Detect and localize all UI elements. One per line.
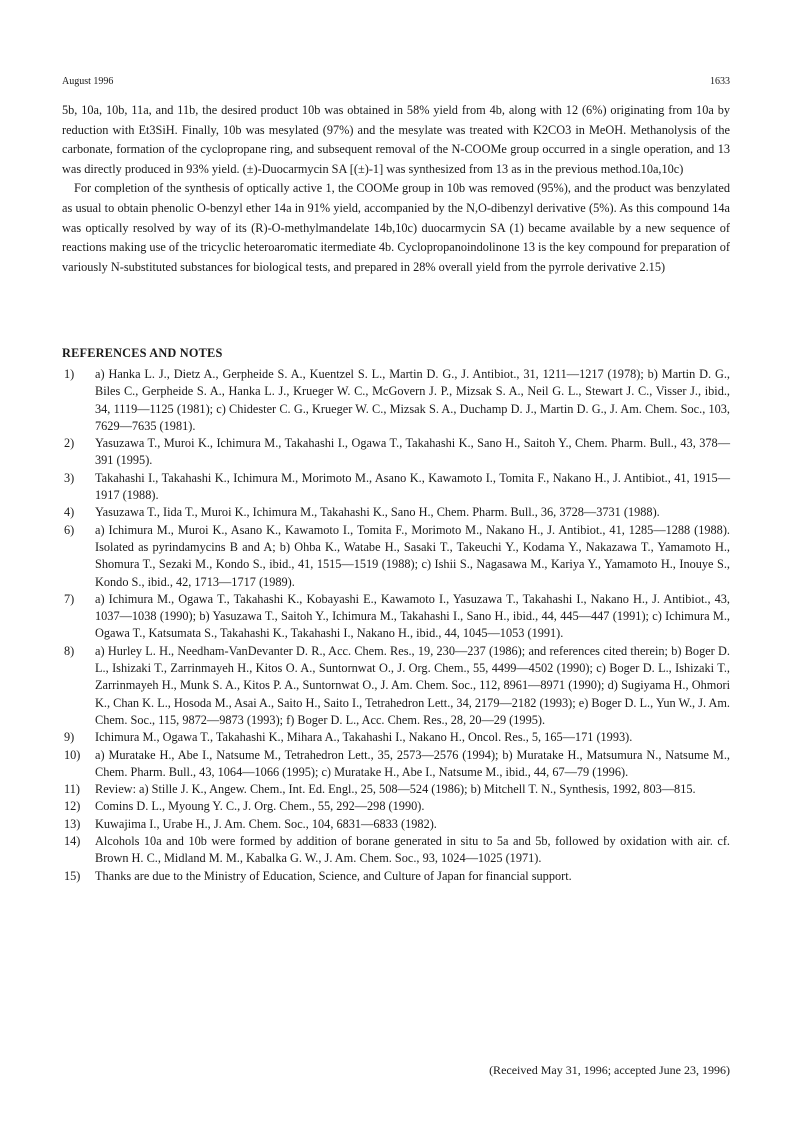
reference-text: Review: a) Stille J. K., Angew. Chem., Int. Ed. Engl., 25, 508—524 (1986); b) Mitchell T. N., Synthesis, 1992, 803—815. — [95, 782, 696, 797]
reference-item — [62, 747, 730, 782]
reference-item — [62, 643, 730, 729]
received-dates: (Received May 31, 1996; accepted June 23, 1996) — [489, 1063, 730, 1077]
reference-number: 10) — [64, 747, 81, 762]
reference-number: 2) — [64, 436, 75, 451]
reference-number: 12) — [64, 799, 81, 814]
reference-item — [62, 522, 730, 591]
reference-item — [62, 781, 730, 798]
reference-number: 4) — [64, 505, 75, 520]
reference-item — [62, 366, 730, 435]
reference-text: Ichimura M., Ogawa T., Takahashi K., Mihara A., Takahashi I., Nakano H., Oncol. Res., 5, 165—171 (1993). — [95, 730, 633, 745]
header-date: August 1996 — [62, 76, 114, 87]
reference-text: Yasuzawa T., Iida T., Muroi K., Ichimura M., Takahashi K., Sano H., Chem. Pharm. Bull., 36, 3728—3731 (1988). — [95, 505, 660, 520]
reference-text: Takahashi I., Takahashi K., Ichimura M., Morimoto M., Asano K., Kawamoto I., Tomita F., Nakano H., J. Antibiot., 41, 1915—1917 (1988). — [95, 470, 730, 503]
reference-text: a) Ichimura M., Ogawa T., Takahashi K., Kobayashi E., Kawamoto I., Yasuzawa T., Takahashi I., Nakano H., J. Antibiot., 43, 1037—1038 (1990); b) Yasuzawa T., Saitoh Y., Ichimura M., Takahashi I., Sano H., ibid., 44, 445—447 (1991); c) Ichimura M., Ogawa T., Katsumata S., Takahashi K., Takahashi I., Nakano H., ibid., 44, 1045—1053 (1991). — [95, 591, 730, 641]
body-text — [62, 101, 730, 277]
reference-item — [62, 798, 730, 815]
reference-item — [62, 729, 730, 746]
reference-number: 6) — [64, 522, 75, 537]
reference-number: 11) — [64, 782, 80, 797]
reference-item — [62, 816, 730, 833]
reference-text: a) Ichimura M., Muroi K., Asano K., Kawamoto I., Tomita F., Morimoto M., Nakano H., J. Antibiot., 41, 1285—1288 (1988). Isolated as pyrindamycins B and A; b) Ohba K., Watabe H., Sasaki T., Takeuchi Y., Kodama Y., Nakazawa T., Yamamoto H., Shomura T., Sezaki M., Kondo S., ibid., 41, 1515—1519 (1988); c) Ishii S., Nagasawa M., Kariya Y., Yamamoto H., Inouye S., Kondo S., ibid., 42, 1713—1717 (1989). — [95, 522, 730, 589]
reference-text: Yasuzawa T., Muroi K., Ichimura M., Takahashi I., Ogawa T., Takahashi K., Sano H., Saitoh Y., Chem. Pharm. Bull., 43, 378—391 (1995). — [95, 436, 730, 468]
page-number: 1633 — [710, 76, 730, 87]
reference-item — [62, 591, 730, 643]
references-list — [62, 366, 730, 885]
running-header — [62, 76, 730, 90]
reference-item — [62, 868, 730, 885]
reference-item — [62, 435, 730, 470]
reference-text: a) Muratake H., Abe I., Natsume M., Tetrahedron Lett., 35, 2573—2576 (1994); b) Muratake H., Matsumura N., Natsume M., Chem. Pharm. Bull., 43, 1064—1066 (1995); c) Muratake H., Abe I., Natsume M., ibid., 44, 67—79 (1996). — [95, 747, 730, 779]
reference-text: Kuwajima I., Urabe H., J. Am. Chem. Soc., 104, 6831—6833 (1982). — [95, 816, 437, 831]
paragraph-1: 5b, 10a, 10b, 11a, and 11b, the desired product 10b was obtained in 58% yield from 4b, along with 12 (6%) originating from 10a by reduction with Et3SiH. Finally, 10b was mesylated (97%) and the mesylate was treated with K2CO3 in MeOH. Methanolysis of the carbonate, formation of the cyclopropane ring, and subsequent removal of the N-COOMe group occurred in a single operation, and 13 was directly produced in 93% yield. (±)-Duocarmycin SA [(±)-1] was synthesized from 13 as in the previous method.10a,10c) — [62, 103, 730, 176]
reference-text: Thanks are due to the Ministry of Education, Science, and Culture of Japan for financial support. — [95, 868, 572, 883]
reference-number: 3) — [64, 470, 75, 485]
reference-text: Comins D. L., Myoung Y. C., J. Org. Chem., 55, 292—298 (1990). — [95, 799, 425, 814]
reference-number: 14) — [64, 834, 81, 849]
reference-number: 8) — [64, 643, 75, 658]
reference-number: 9) — [64, 730, 75, 745]
reference-item — [62, 833, 730, 868]
reference-number: 7) — [64, 591, 75, 606]
reference-text: a) Hurley L. H., Needham-VanDevanter D. R., Acc. Chem. Res., 19, 230—237 (1986); and references cited therein; b) Boger D. L., Ishizaki T., Zarrinmayeh H., Kitos O. A., Suntornwat O., J. Org. Chem., 55, 4499—4502 (1990); c) Boger D. L., Ishizaki T., Zarrinmayeh H., Munk S. A., Kitos P. A., Suntornwat O., J. Am. Chem. Soc., 112, 8961—8971 (1990); d) Sugiyama H., Ohmori K., Chan K. L., Hosoda M., Asai A., Saito H., Saito I., Tetrahedron Lett., 34, 2179—2182 (1993); e) Boger D. L., Yun W., J. Am. Chem. Soc., 115, 9872—9873 (1993); f) Boger D. L., Acc. Chem. Res., 28, 20—29 (1995). — [95, 643, 730, 727]
paragraph-2: For completion of the synthesis of optically active 1, the COOMe group in 10b was removed (95%), and the product was benzylated as usual to obtain phenolic O-benzyl ether 14a in 91% yield, accompanied by the N,O-dibenzyl derivative (5%). As this compound 14a was optically resolved by way of its (R)-O-methylmandelate 14b,10c) duocarmycin SA (1) became available by a new sequence of reactions making use of the tricyclic heteroaromatic itermediate 4b. Cyclopropanoindolinone 13 is the key compound for preparation of variously N-substituted substances for biological tests, and prepared in 28% overall yield from the pyrrole derivative 2.15) — [62, 181, 730, 274]
reference-number: 15) — [64, 868, 81, 883]
reference-text: a) Hanka L. J., Dietz A., Gerpheide S. A., Kuentzel S. L., Martin D. G., J. Antibiot., 31, 1211—1217 (1978); b) Martin D. G., Biles C., Gerpheide S. A., Hanka L. J., Krueger W. C., McGovern J. P., Mizsak S. A., Neil G. L., Stewart J. C., Visser J., ibid., 34, 1119—1125 (1981); c) Chidester C. G., Krueger W. C., Mizsak S. A., Duchamp D. J., Martin D. G., J. Am. Chem. Soc., 103, 7629—7635 (1981). — [95, 367, 730, 433]
references-heading: REFERENCES AND NOTES — [62, 346, 223, 360]
reference-number: 13) — [64, 816, 81, 831]
reference-number: 1) — [64, 367, 75, 381]
reference-item — [62, 470, 730, 505]
reference-item — [62, 504, 730, 521]
reference-text: Alcohols 10a and 10b were formed by addition of borane generated in situ to 5a and 5b, followed by oxidation with air. cf. Brown H. C., Midland M. M., Kabalka G. W., J. Am. Chem. Soc., 93, 1024—1025 (1971). — [95, 834, 730, 866]
